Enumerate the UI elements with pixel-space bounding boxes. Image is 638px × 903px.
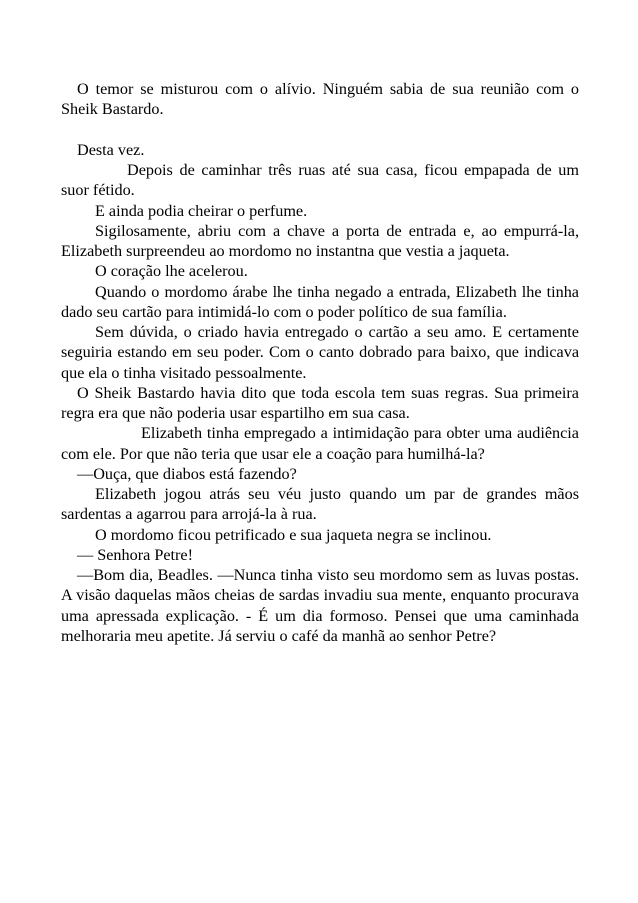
paragraph: Quando o mordomo árabe lhe tinha negado a entrada, Elizabeth lhe tinha dado seu cartão para intimidá-lo com o poder político de sua família. — [61, 282, 579, 321]
paragraph: O mordomo ficou petrificado e sua jaqueta negra se inclinou. — [95, 525, 492, 544]
paragraph: Sigilosamente, abriu com a chave a porta de entrada e, ao empurrá-la, Elizabeth surpreendeu ao mordomo no instantna que vestia a jaqueta. — [61, 221, 579, 260]
paragraph: Elizabeth jogou atrás seu véu justo quando um par de grandes mãos sardentas a agarrou para arrojá-la à rua. — [61, 485, 579, 524]
paragraph: —Bom dia, Beadles. —Nunca tinha visto seu mordomo sem as luvas postas. A visão daquelas mãos cheias de sardas invadiu sua mente, enquanto procurava uma apressada explicação. - É um dia formoso. Pensei que uma caminhada melhoraria meu apetite. Já serviu o café da manhã ao senhor Petre? — [61, 566, 579, 645]
paragraph: Sem dúvida, o criado havia entregado o cartão a seu amo. E certamente seguiria estando em seu poder. Com o canto dobrado para baixo, que indicava que ela o tinha visitado pessoalmente. — [61, 323, 579, 382]
paragraph: Elizabeth tinha empregado a intimidação para obter uma audiência com ele. Por que não teria que usar ele a coação para humilhá-la? — [61, 424, 579, 463]
paragraph-break — [61, 120, 579, 140]
paragraph: — Senhora Petre! — [77, 545, 193, 564]
paragraph: —Ouça, que diabos está fazendo? — [77, 464, 297, 483]
paragraph: O coração lhe acelerou. — [95, 262, 248, 281]
paragraph: O temor se misturou com o alívio. Ninguém sabia de sua reunião com o Sheik Bastardo. — [61, 80, 579, 119]
paragraph: E ainda podia cheirar o perfume. — [95, 201, 308, 220]
paragraph: Depois de caminhar três ruas até sua casa, ficou empapada de um suor fétido. — [61, 161, 579, 200]
paragraph: Desta vez. — [77, 140, 145, 159]
body-text — [61, 79, 579, 646]
paragraph: O Sheik Bastardo havia dito que toda escola tem suas regras. Sua primeira regra era que não poderia usar espartilho em sua casa. — [61, 383, 579, 422]
